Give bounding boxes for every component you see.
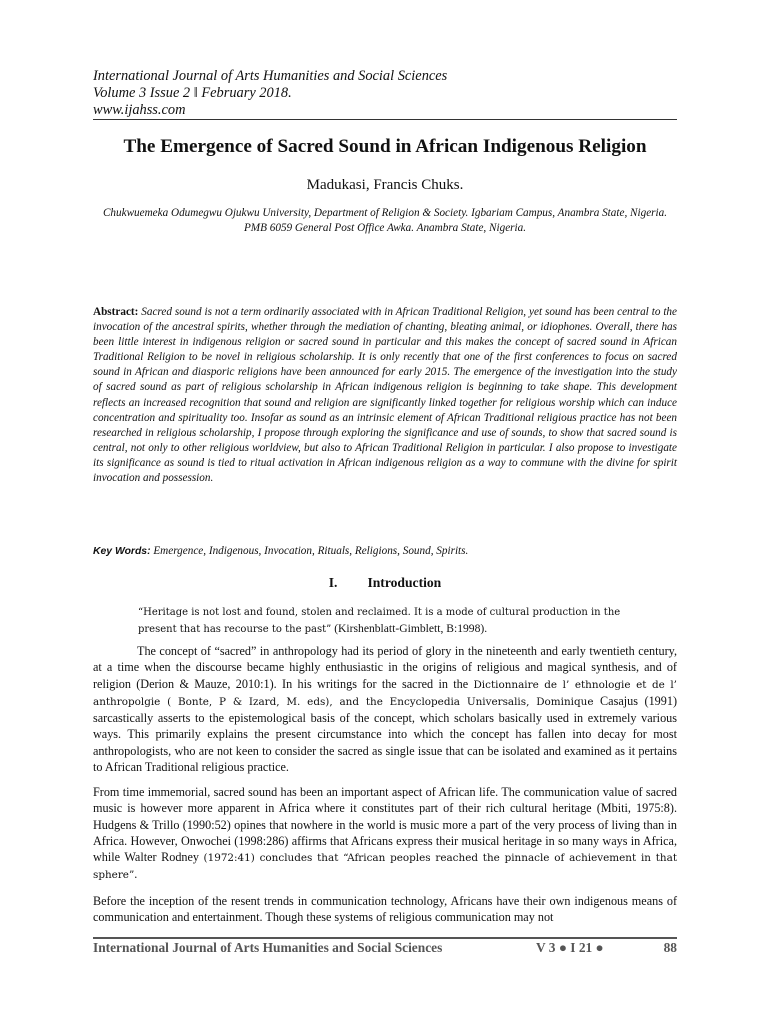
journal-website: www.ijahss.com	[93, 102, 186, 118]
epigraph-quote	[138, 604, 638, 638]
journal-name: International Journal of Arts Humanities and Social Sciences	[93, 68, 448, 84]
quote-citation: (Kirshenblatt-Gimblett, B:1998).	[331, 622, 488, 635]
paragraph-1-part-alt: Dictionnaire de l’ ethnologie et de l’ anthropolgie ( Bonte, P & Izard, M. eds), and the Encyclopedia Universalis, Dominique	[93, 678, 677, 708]
paragraph-2-part-alt: (1972:41) concludes that “African peoples reached the pinnacle of achievement in that sphere”	[93, 852, 677, 882]
author-name: Madukasi, Francis Chuks.	[306, 177, 464, 193]
paragraph-1-part-a: The concept of “sacred” in anthropology had its period of glory in the nineteenth and early twentieth century, at a time when the discourse became highly enthusiastic in the origins of religious and magical synthesis, and of religion (Derion & Mauze, 2010:1). In his writings for the sacred in the	[93, 644, 677, 691]
paragraph-2	[93, 784, 677, 884]
keywords	[93, 544, 677, 559]
paragraph-2-part-a: From time immemorial, sacred sound has been an important aspect of African life. The communication value of sacred music is however more apparent in Africa where it constitutes part of their rich cultural heritage (Mbiti, 1975:8). Hudgens & Trillo (1990:52) opines that nowhere in the world is music more a part of the very process of living than in Africa. However, Onwochei (1998:286) affirms that Africans express their musical heritage in so many ways in Africa, while Walter Rodney	[93, 785, 677, 865]
page-number: 88	[663, 940, 677, 955]
keywords-text: Emergence, Indigenous, Invocation, Rituals, Religions, Sound, Spirits.	[153, 545, 469, 557]
paragraph-2-part-b: .	[134, 867, 138, 882]
section-heading	[93, 574, 677, 591]
paper-title: The Emergence of Sacred Sound in African Indigenous Religion	[123, 136, 647, 157]
header-divider	[93, 119, 677, 120]
journal-volume-issue: Volume 3 Issue 2 ǁ February 2018.	[93, 85, 292, 101]
paragraph-1	[93, 643, 677, 775]
abstract-label: Abstract:	[93, 306, 139, 318]
paragraph-1-part-b: Casajus (1991) sarcastically asserts to the epistemological basis of the concept, which scholars basically used in extremely various ways. This primarily explains the present circumstance into which the concept has fallen into decay for most anthropologists, who are not keen to consider the sacred as single issue that can be isolated and examined as it pertains to African Traditional religious practice.	[93, 693, 678, 775]
footer-journal-name: International Journal of Arts Humanities and Social Sciences	[93, 940, 443, 955]
section-title: Introduction	[367, 575, 442, 590]
footer-divider	[93, 937, 677, 939]
quote-text: “Heritage is not lost and found, stolen and reclaimed. It is a mode of cultural production in the present that has recourse to the past”	[138, 607, 621, 635]
abstract	[93, 305, 677, 486]
keywords-label: Key Words:	[93, 546, 151, 557]
footer-volume-issue: V 3 ● I 21 ●	[536, 940, 604, 955]
paragraph-3: Before the inception of the resent trends in communication technology, Africans have their own indigenous means of communication and entertainment. Though these systems of religious communication may not	[93, 894, 677, 925]
journal-header	[93, 68, 447, 119]
abstract-text: Sacred sound is not a term ordinarily associated with in African Traditional Religion, yet sound has been central to the invocation of the ancestral spirits, whether through the mediation of chanting, bleating animal, or idiophones. Overall, there has been little interest in indigenous religion or sacred sound in particular and this makes the concept of sacred sound in African Traditional Religion to be novel in religious scholarship. It is only recently that one of the first conferences to focus on sacred sound in African and diasporic religions have been announced for early 2015. The emergence of the investigation into the study of sacred sound as part of religious scholarship in African indigenous religion is beginning to take shape. This development reflects an increased recognition that sound and religion are significantly linked together for religious worship which can induce concentration and spirituality too. Insofar as sound as an intrinsic element of African Traditional religious practice has not been researched in religious scholarship, I propose through exploring the significance and use of sounds, to show that sacred sound is central, not only to other religious worldview, but also to African Traditional Religion in particular. I also propose to investigate its significance as sound is tied to ritual activation in African indigenous religion as a way to commune with the divine for spirit invocation and possession.	[93, 306, 677, 485]
page-footer	[93, 940, 677, 958]
author-affiliation: Chukwuemeka Odumegwu Ojukwu University, Department of Religion & Society. Igbariam Campus, Anambra State, Nigeria. PMB 6059 General Post Office Awka. Anambra State, Nigeria.	[102, 207, 668, 234]
section-number: I.	[328, 575, 338, 590]
